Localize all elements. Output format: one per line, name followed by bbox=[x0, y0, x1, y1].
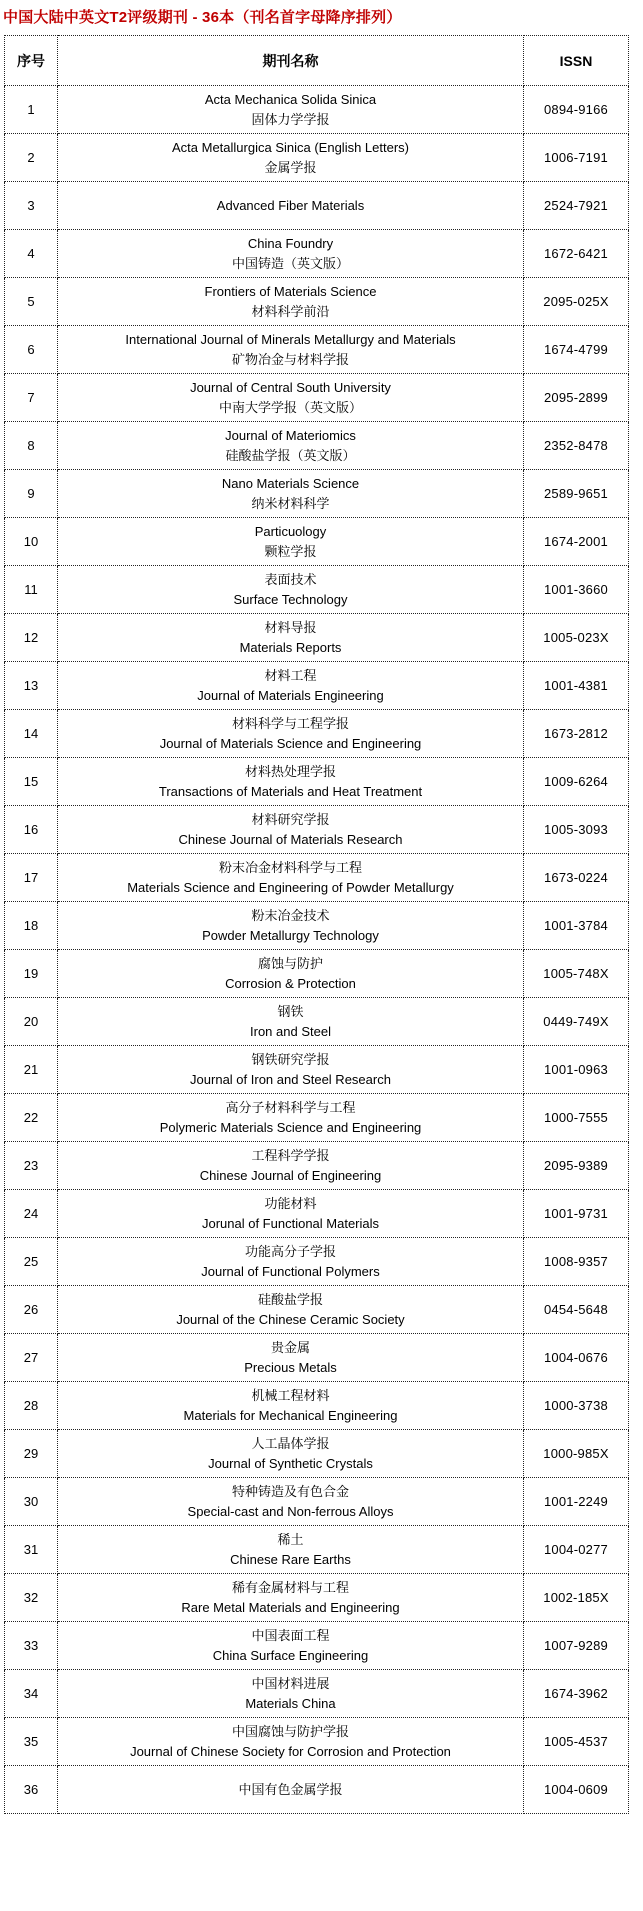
table-row bbox=[5, 566, 629, 614]
row-number: 33 bbox=[5, 1622, 58, 1670]
journal-name-line: Acta Metallurgica Sinica (English Letters) bbox=[172, 139, 409, 155]
journal-name-line: Corrosion & Protection bbox=[225, 975, 356, 991]
journal-name-line: 工程科学学报 bbox=[251, 1147, 330, 1163]
journal-name-line: 矿物冶金与材料学报 bbox=[231, 351, 349, 367]
issn-cell: 0894-9166 bbox=[524, 86, 629, 134]
journal-name-cell bbox=[58, 806, 524, 854]
row-number: 1 bbox=[5, 86, 58, 134]
table-row bbox=[5, 710, 629, 758]
journal-name-line: 功能材料 bbox=[264, 1195, 317, 1211]
issn-cell: 1001-3660 bbox=[524, 566, 629, 614]
row-number: 23 bbox=[5, 1142, 58, 1190]
journal-name-line: 中国腐蚀与防护学报 bbox=[231, 1723, 349, 1739]
journal-name-cell bbox=[58, 1478, 524, 1526]
journal-name-cell bbox=[58, 470, 524, 518]
issn-cell: 1000-7555 bbox=[524, 1094, 629, 1142]
journal-name-cell bbox=[58, 1718, 524, 1766]
row-number: 28 bbox=[5, 1382, 58, 1430]
table-row bbox=[5, 422, 629, 470]
issn-cell: 1001-2249 bbox=[524, 1478, 629, 1526]
journal-name-line: 表面技术 bbox=[264, 571, 317, 587]
journal-name-cell bbox=[58, 1238, 524, 1286]
row-number: 34 bbox=[5, 1670, 58, 1718]
journal-name-cell bbox=[58, 278, 524, 326]
table-row bbox=[5, 518, 629, 566]
row-number: 4 bbox=[5, 230, 58, 278]
row-number: 24 bbox=[5, 1190, 58, 1238]
row-number: 8 bbox=[5, 422, 58, 470]
journal-name-cell bbox=[58, 86, 524, 134]
journal-name-line: Transactions of Materials and Heat Treatment bbox=[158, 783, 423, 799]
journal-name-line: 中南大学学报（英文版） bbox=[218, 399, 362, 415]
issn-cell: 1004-0676 bbox=[524, 1334, 629, 1382]
table-row bbox=[5, 326, 629, 374]
journal-name-line: Journal of the Chinese Ceramic Society bbox=[176, 1311, 405, 1327]
table-row bbox=[5, 614, 629, 662]
table-row bbox=[5, 1526, 629, 1574]
journal-name-cell bbox=[58, 710, 524, 758]
row-number: 7 bbox=[5, 374, 58, 422]
row-number: 13 bbox=[5, 662, 58, 710]
row-number: 36 bbox=[5, 1766, 58, 1814]
journal-name-cell bbox=[58, 1382, 524, 1430]
issn-cell: 2095-2899 bbox=[524, 374, 629, 422]
journal-name-line: International Journal of Minerals Metallurgy and Materials bbox=[125, 331, 456, 347]
issn-cell: 1007-9289 bbox=[524, 1622, 629, 1670]
issn-cell: 1005-748X bbox=[524, 950, 629, 998]
table-row bbox=[5, 758, 629, 806]
table-row bbox=[5, 950, 629, 998]
row-number: 32 bbox=[5, 1574, 58, 1622]
journal-name-cell bbox=[58, 1574, 524, 1622]
journal-name-line: 贵金属 bbox=[270, 1339, 310, 1355]
row-number: 9 bbox=[5, 470, 58, 518]
journal-name-line: Particuology bbox=[254, 523, 327, 539]
table-row bbox=[5, 854, 629, 902]
journal-name-line: Rare Metal Materials and Engineering bbox=[181, 1599, 400, 1615]
journal-name-cell bbox=[58, 1094, 524, 1142]
journal-name-line: 硅酸盐学报（英文版） bbox=[225, 447, 356, 463]
journal-name-line: Materials Science and Engineering of Powder Metallurgy bbox=[127, 879, 454, 895]
journal-table bbox=[4, 35, 629, 1814]
row-number: 20 bbox=[5, 998, 58, 1046]
journal-name-line: Journal of Central South University bbox=[190, 379, 391, 395]
journal-name-cell bbox=[58, 1190, 524, 1238]
journal-name-line: Special-cast and Non-ferrous Alloys bbox=[187, 1503, 394, 1519]
journal-name-line: 功能高分子学报 bbox=[244, 1243, 336, 1259]
journal-name-cell bbox=[58, 1334, 524, 1382]
journal-name-line: 中国有色金属学报 bbox=[238, 1781, 343, 1797]
row-number: 21 bbox=[5, 1046, 58, 1094]
journal-name-line: 金属学报 bbox=[264, 159, 317, 175]
table-row bbox=[5, 806, 629, 854]
table-row bbox=[5, 902, 629, 950]
row-number: 35 bbox=[5, 1718, 58, 1766]
journal-name-cell bbox=[58, 1142, 524, 1190]
journal-name-line: 腐蚀与防护 bbox=[257, 955, 323, 971]
table-row bbox=[5, 1574, 629, 1622]
journal-name-line: China Foundry bbox=[247, 235, 334, 251]
table-row bbox=[5, 230, 629, 278]
header-journal-name: 期刊名称 bbox=[58, 36, 524, 86]
row-number: 11 bbox=[5, 566, 58, 614]
journal-name-line: Advanced Fiber Materials bbox=[216, 197, 365, 213]
header-row bbox=[5, 36, 629, 86]
row-number: 16 bbox=[5, 806, 58, 854]
issn-cell: 0454-5648 bbox=[524, 1286, 629, 1334]
journal-name-line: Polymeric Materials Science and Engineering bbox=[159, 1119, 422, 1135]
journal-name-line: Surface Technology bbox=[233, 591, 348, 607]
header-index: 序号 bbox=[5, 36, 58, 86]
journal-name-line: 稀土 bbox=[277, 1531, 304, 1547]
journal-name-line: Frontiers of Materials Science bbox=[204, 283, 377, 299]
journal-name-cell bbox=[58, 758, 524, 806]
issn-cell: 1008-9357 bbox=[524, 1238, 629, 1286]
journal-name-line: Nano Materials Science bbox=[221, 475, 360, 491]
row-number: 29 bbox=[5, 1430, 58, 1478]
issn-cell: 1006-7191 bbox=[524, 134, 629, 182]
table-row bbox=[5, 1094, 629, 1142]
table-row bbox=[5, 374, 629, 422]
issn-cell: 1001-0963 bbox=[524, 1046, 629, 1094]
journal-name-cell bbox=[58, 134, 524, 182]
journal-name-line: 粉末冶金技术 bbox=[251, 907, 330, 923]
header-issn: ISSN bbox=[524, 36, 629, 86]
row-number: 30 bbox=[5, 1478, 58, 1526]
issn-cell: 2524-7921 bbox=[524, 182, 629, 230]
journal-name-cell bbox=[58, 1286, 524, 1334]
journal-table-body bbox=[5, 86, 629, 1814]
journal-name-cell bbox=[58, 902, 524, 950]
journal-name-line: Journal of Materials Engineering bbox=[197, 687, 384, 703]
journal-name-line: 中国材料进展 bbox=[251, 1675, 330, 1691]
issn-cell: 1001-4381 bbox=[524, 662, 629, 710]
row-number: 18 bbox=[5, 902, 58, 950]
issn-cell: 1001-9731 bbox=[524, 1190, 629, 1238]
table-row bbox=[5, 1142, 629, 1190]
journal-name-line: China Surface Engineering bbox=[212, 1647, 369, 1663]
issn-cell: 1001-3784 bbox=[524, 902, 629, 950]
journal-name-cell bbox=[58, 854, 524, 902]
page-title: 中国大陆中英文T2评级期刊 - 36本（刊名首字母降序排列） bbox=[3, 9, 402, 26]
issn-cell: 1009-6264 bbox=[524, 758, 629, 806]
table-row bbox=[5, 1430, 629, 1478]
journal-name-line: Acta Mechanica Solida Sinica bbox=[204, 91, 377, 107]
journal-name-line: Precious Metals bbox=[244, 1359, 337, 1375]
row-number: 5 bbox=[5, 278, 58, 326]
journal-name-cell bbox=[58, 566, 524, 614]
journal-name-line: 材料热处理学报 bbox=[244, 763, 336, 779]
issn-cell: 1002-185X bbox=[524, 1574, 629, 1622]
table-row bbox=[5, 86, 629, 134]
table-row bbox=[5, 1622, 629, 1670]
table-row bbox=[5, 662, 629, 710]
row-number: 17 bbox=[5, 854, 58, 902]
journal-name-line: 人工晶体学报 bbox=[251, 1435, 330, 1451]
issn-cell: 1004-0277 bbox=[524, 1526, 629, 1574]
issn-cell: 1674-4799 bbox=[524, 326, 629, 374]
journal-name-line: Chinese Journal of Engineering bbox=[199, 1167, 382, 1183]
journal-name-line: Powder Metallurgy Technology bbox=[202, 927, 379, 943]
journal-name-line: Journal of Materials Science and Engineering bbox=[159, 735, 422, 751]
row-number: 12 bbox=[5, 614, 58, 662]
journal-name-line: Materials for Mechanical Engineering bbox=[183, 1407, 398, 1423]
issn-cell: 0449-749X bbox=[524, 998, 629, 1046]
journal-name-cell bbox=[58, 422, 524, 470]
row-number: 10 bbox=[5, 518, 58, 566]
row-number: 6 bbox=[5, 326, 58, 374]
issn-cell: 1005-023X bbox=[524, 614, 629, 662]
journal-name-line: 粉末冶金材料科学与工程 bbox=[218, 859, 362, 875]
issn-cell: 1005-3093 bbox=[524, 806, 629, 854]
journal-name-line: Jorunal of Functional Materials bbox=[201, 1215, 380, 1231]
journal-name-line: 稀有金属材料与工程 bbox=[231, 1579, 349, 1595]
journal-name-cell bbox=[58, 950, 524, 998]
journal-name-line: 材料导报 bbox=[264, 619, 317, 635]
journal-name-line: Chinese Rare Earths bbox=[230, 1551, 351, 1567]
table-row bbox=[5, 1190, 629, 1238]
issn-cell: 1000-985X bbox=[524, 1430, 629, 1478]
journal-name-line: Journal of Synthetic Crystals bbox=[208, 1455, 373, 1471]
journal-name-cell bbox=[58, 230, 524, 278]
journal-name-cell bbox=[58, 1046, 524, 1094]
journal-name-line: Chinese Journal of Materials Research bbox=[178, 831, 403, 847]
row-number: 25 bbox=[5, 1238, 58, 1286]
table-row bbox=[5, 1238, 629, 1286]
journal-name-line: 纳米材料科学 bbox=[251, 495, 330, 511]
table-row bbox=[5, 1718, 629, 1766]
row-number: 15 bbox=[5, 758, 58, 806]
journal-name-cell bbox=[58, 182, 524, 230]
table-row bbox=[5, 1046, 629, 1094]
row-number: 22 bbox=[5, 1094, 58, 1142]
issn-cell: 1004-0609 bbox=[524, 1766, 629, 1814]
journal-name-cell bbox=[58, 1766, 524, 1814]
issn-cell: 1674-3962 bbox=[524, 1670, 629, 1718]
journal-name-line: 材料工程 bbox=[264, 667, 317, 683]
issn-cell: 2095-025X bbox=[524, 278, 629, 326]
journal-name-line: Journal of Functional Polymers bbox=[201, 1263, 380, 1279]
journal-name-cell bbox=[58, 1622, 524, 1670]
journal-name-line: 机械工程材料 bbox=[251, 1387, 330, 1403]
journal-name-cell bbox=[58, 614, 524, 662]
journal-name-line: 中国表面工程 bbox=[251, 1627, 330, 1643]
issn-cell: 1000-3738 bbox=[524, 1382, 629, 1430]
journal-name-line: Materials China bbox=[245, 1695, 336, 1711]
table-row bbox=[5, 1382, 629, 1430]
row-number: 27 bbox=[5, 1334, 58, 1382]
journal-name-line: 硅酸盐学报 bbox=[257, 1291, 323, 1307]
table-row bbox=[5, 1334, 629, 1382]
issn-cell: 1005-4537 bbox=[524, 1718, 629, 1766]
journal-name-cell bbox=[58, 374, 524, 422]
journal-name-cell bbox=[58, 662, 524, 710]
issn-cell: 2352-8478 bbox=[524, 422, 629, 470]
issn-cell: 2095-9389 bbox=[524, 1142, 629, 1190]
row-number: 19 bbox=[5, 950, 58, 998]
table-row bbox=[5, 1286, 629, 1334]
journal-name-line: 高分子材料科学与工程 bbox=[225, 1099, 356, 1115]
journal-name-cell bbox=[58, 1526, 524, 1574]
journal-name-cell bbox=[58, 326, 524, 374]
journal-name-cell bbox=[58, 1430, 524, 1478]
journal-name-line: 颗粒学报 bbox=[264, 543, 317, 559]
issn-cell: 1674-2001 bbox=[524, 518, 629, 566]
table-row bbox=[5, 1478, 629, 1526]
journal-name-line: 固体力学学报 bbox=[251, 111, 330, 127]
journal-name-line: 钢铁 bbox=[277, 1003, 304, 1019]
journal-name-line: 材料研究学报 bbox=[251, 811, 330, 827]
journal-name-line: 材料科学与工程学报 bbox=[231, 715, 349, 731]
table-row bbox=[5, 278, 629, 326]
journal-name-line: Materials Reports bbox=[239, 639, 342, 655]
journal-name-line: 材料科学前沿 bbox=[251, 303, 330, 319]
journal-name-line: Journal of Chinese Society for Corrosion and Protection bbox=[130, 1743, 451, 1759]
issn-cell: 1673-0224 bbox=[524, 854, 629, 902]
journal-name-line: 中国铸造（英文版） bbox=[231, 255, 349, 271]
table-row bbox=[5, 1766, 629, 1814]
journal-name-line: 特种铸造及有色合金 bbox=[231, 1483, 349, 1499]
issn-cell: 1673-2812 bbox=[524, 710, 629, 758]
issn-cell: 1672-6421 bbox=[524, 230, 629, 278]
table-row bbox=[5, 998, 629, 1046]
table-header bbox=[5, 36, 629, 86]
journal-name-cell bbox=[58, 1670, 524, 1718]
issn-cell: 2589-9651 bbox=[524, 470, 629, 518]
journal-name-line: Journal of Materiomics bbox=[225, 427, 356, 443]
row-number: 2 bbox=[5, 134, 58, 182]
journal-name-cell bbox=[58, 998, 524, 1046]
journal-name-line: 钢铁研究学报 bbox=[251, 1051, 330, 1067]
journal-name-line: Journal of Iron and Steel Research bbox=[190, 1071, 391, 1087]
table-row bbox=[5, 182, 629, 230]
journal-name-cell bbox=[58, 518, 524, 566]
row-number: 31 bbox=[5, 1526, 58, 1574]
table-row bbox=[5, 1670, 629, 1718]
row-number: 3 bbox=[5, 182, 58, 230]
journal-name-line: Iron and Steel bbox=[250, 1023, 331, 1039]
row-number: 26 bbox=[5, 1286, 58, 1334]
table-row bbox=[5, 470, 629, 518]
row-number: 14 bbox=[5, 710, 58, 758]
table-row bbox=[5, 134, 629, 182]
